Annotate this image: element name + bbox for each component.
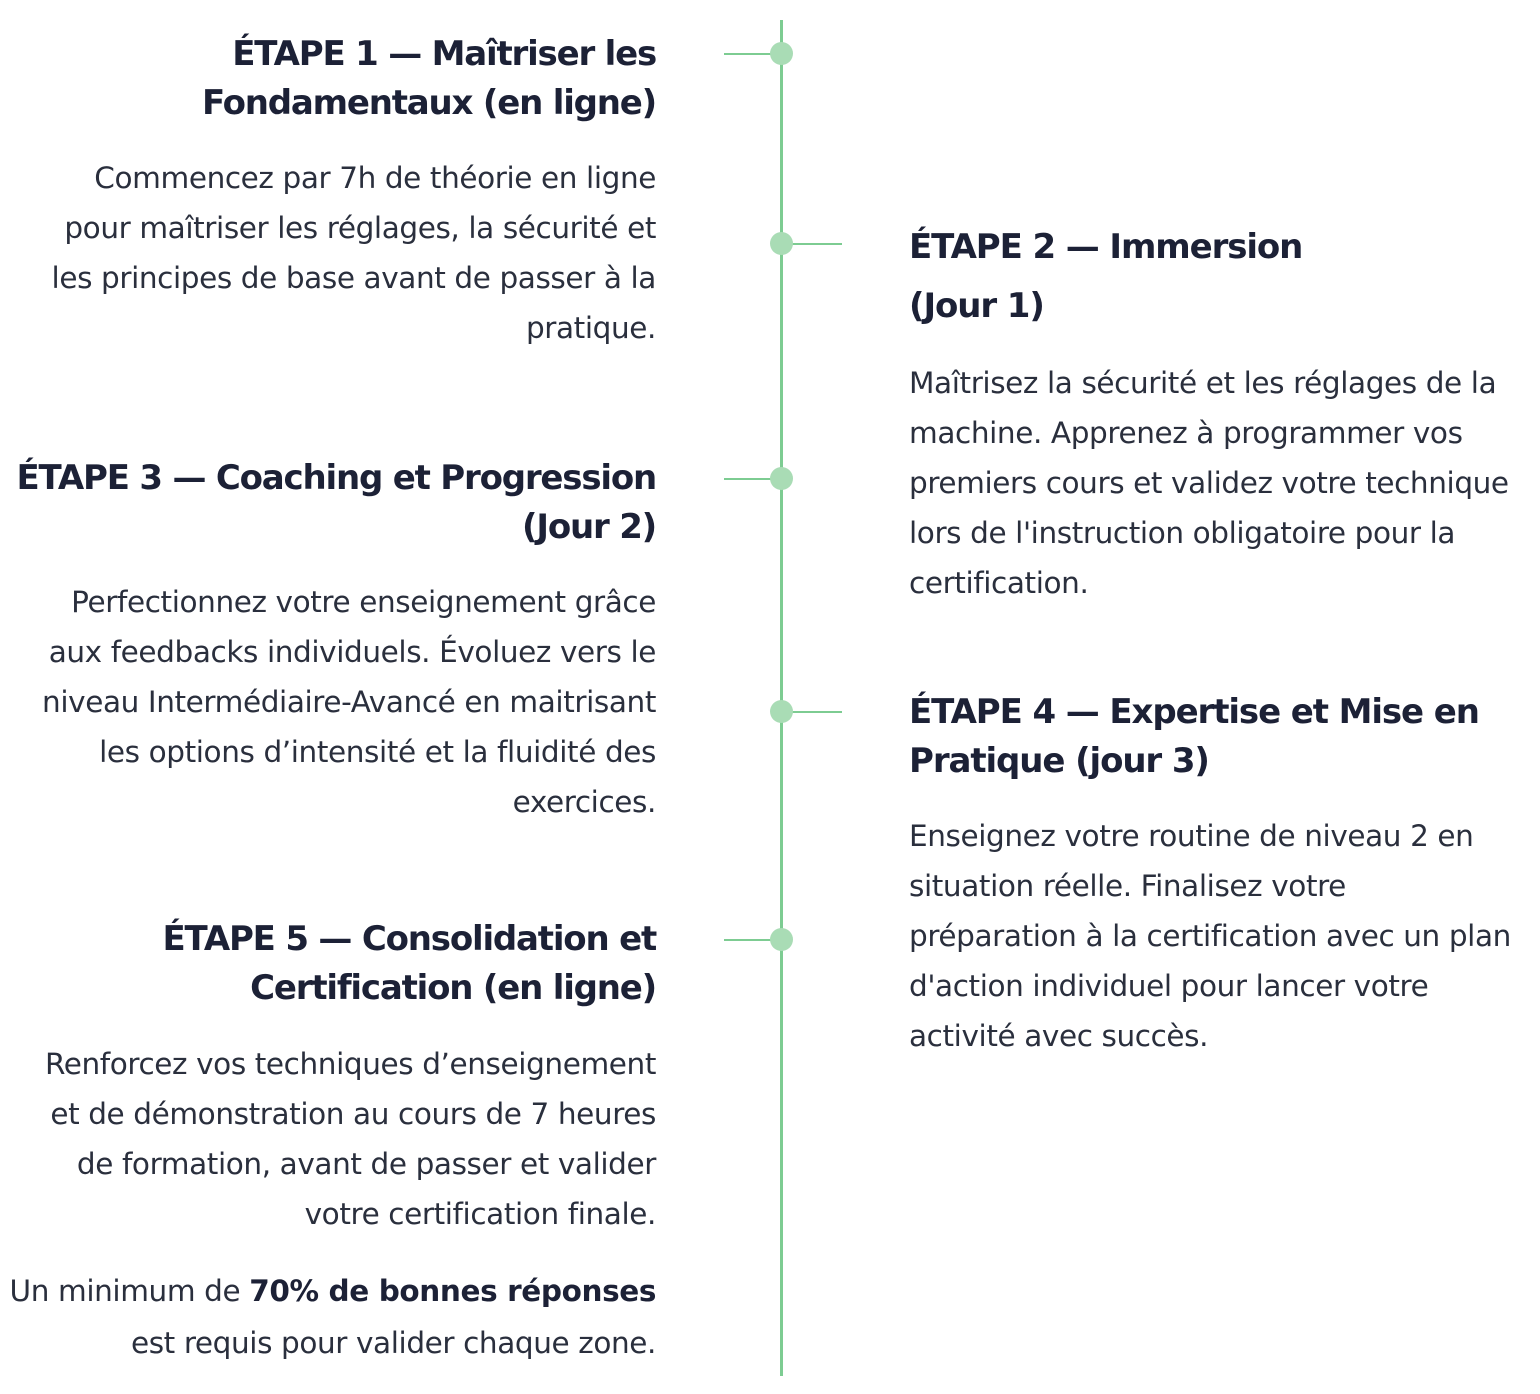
step-4-title-line-2: Pratique (jour 3) <box>909 741 1209 781</box>
step-3 <box>16 454 656 827</box>
step-3-desc-line-5: exercices. <box>512 785 656 819</box>
step-3-desc-line-2: aux feedbacks individuels. Évoluez vers le <box>48 635 656 669</box>
step-5-desc-line-1: Renforcez vos techniques d’enseignement <box>44 1047 656 1081</box>
step-4-desc-line-2: situation réelle. Finalisez votre <box>909 869 1346 903</box>
step-3-title-line-2: (Jour 2) <box>522 507 656 547</box>
step-2-title-line-1: ÉTAPE 2 — Immersion <box>909 227 1303 267</box>
step-4-description <box>909 811 1534 1061</box>
step-5-dot <box>770 928 793 951</box>
step-2 <box>909 218 1534 608</box>
step-4-desc-line-4: d'action individuel pour lancer votre <box>909 969 1429 1003</box>
timeline-line <box>780 20 783 1376</box>
step-4-title-line-1: ÉTAPE 4 — Expertise et Mise en <box>909 692 1479 732</box>
step-3-dot <box>770 467 793 490</box>
step-3-desc-line-4: les options d’intensité et la fluidité des <box>99 735 656 769</box>
step-3-title-line-1: ÉTAPE 3 — Coaching et Progression <box>16 458 656 498</box>
step-3-desc-line-3: niveau Intermédiaire-Avancé en maitrisant <box>42 685 656 719</box>
step-4-desc-line-1: Enseignez votre routine de niveau 2 en <box>909 819 1474 853</box>
step-1-desc-line-1: Commencez par 7h de théorie en ligne <box>94 161 656 195</box>
step-5-title-line-1: ÉTAPE 5 — Consolidation et <box>162 919 656 959</box>
step-5-description <box>10 1039 656 1239</box>
step-5-desc-line-3: de formation, avant de passer et valider <box>76 1147 656 1181</box>
step-3-title <box>16 454 656 552</box>
step-5-title <box>10 915 656 1013</box>
step-2-desc-line-2: machine. Apprenez à programmer vos <box>909 416 1463 450</box>
step-4 <box>909 688 1534 1061</box>
step-3-desc-line-1: Perfectionnez votre enseignement grâce <box>71 585 656 619</box>
step-2-description <box>909 358 1534 608</box>
step-1-title-line-2: Fondamentaux (en ligne) <box>201 83 656 123</box>
step-1-desc-line-2: pour maîtriser les réglages, la sécurité et <box>64 211 656 245</box>
step-5-desc-line-4: votre certification finale. <box>304 1197 656 1231</box>
step-1-dot <box>770 42 793 65</box>
step-1 <box>52 30 656 353</box>
step-4-desc-line-3: préparation à la certification avec un plan <box>909 919 1511 953</box>
step-2-dot <box>770 232 793 255</box>
step-5-title-line-2: Certification (en ligne) <box>250 968 656 1008</box>
step-1-title <box>52 30 656 128</box>
step-2-desc-line-3: premiers cours et validez votre technique <box>909 466 1509 500</box>
step-1-title-line-1: ÉTAPE 1 — Maîtriser les <box>232 34 656 74</box>
step-2-desc-line-4: lors de l'instruction obligatoire pour la <box>909 516 1456 550</box>
step-2-title <box>909 218 1534 336</box>
step-5-note-emphasis: 70% de bonnes réponses <box>249 1274 656 1308</box>
step-5-note-prefix: Un minimum de <box>9 1274 250 1308</box>
step-1-desc-line-4: pratique. <box>525 311 656 345</box>
step-1-description <box>52 153 656 353</box>
step-2-title-line-2: (Jour 1) <box>909 286 1044 326</box>
step-3-description <box>16 577 656 827</box>
step-5-note-line-2: est requis pour valider chaque zone. <box>130 1326 656 1360</box>
step-1-desc-line-3: les principes de base avant de passer à la <box>51 261 656 295</box>
step-4-title <box>909 688 1534 786</box>
step-5-desc-line-2: et de démonstration au cours de 7 heures <box>50 1097 656 1131</box>
step-2-desc-line-5: certification. <box>909 566 1089 600</box>
step-4-dot <box>770 700 793 723</box>
step-4-desc-line-5: activité avec succès. <box>909 1019 1209 1053</box>
step-5 <box>10 915 656 1369</box>
step-5-note <box>10 1265 656 1369</box>
step-2-desc-line-1: Maîtrisez la sécurité et les réglages de la <box>909 366 1497 400</box>
